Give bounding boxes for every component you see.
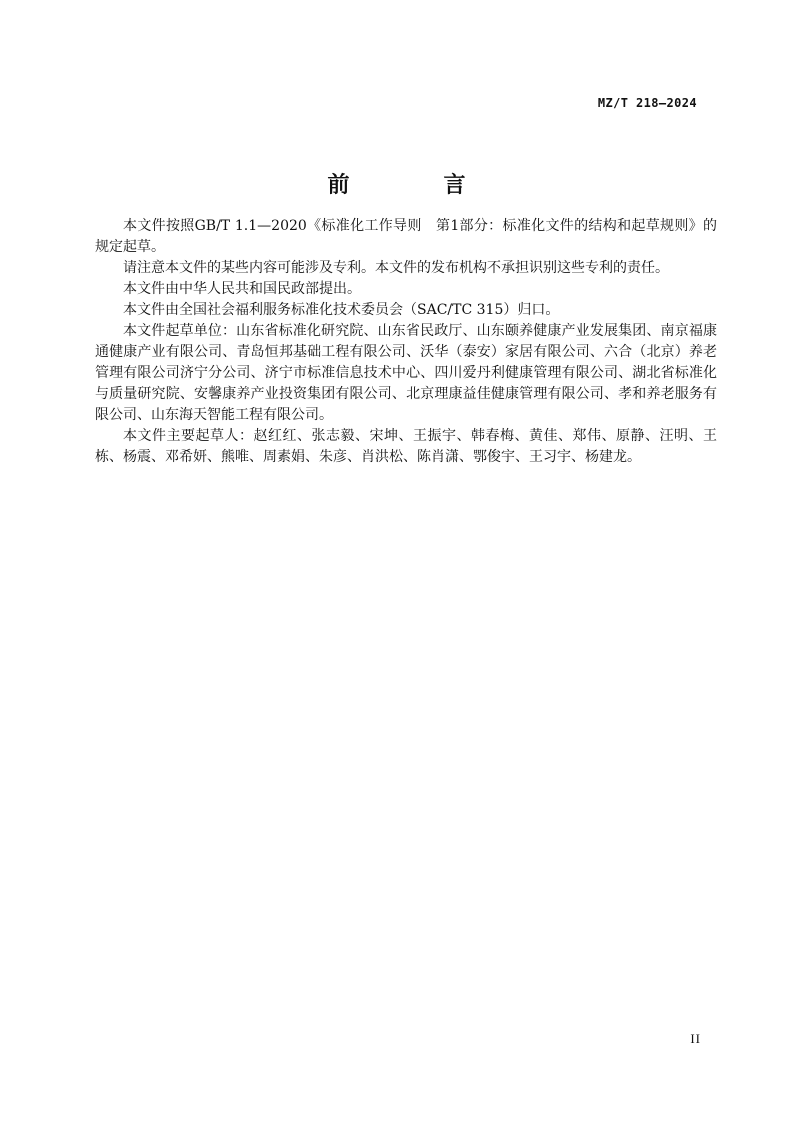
paragraph-patent-notice: 请注意本文件的某些内容可能涉及专利。本文件的发布机构不承担识别这些专利的责任。	[123, 260, 669, 276]
paragraph-main-drafters: 本文件主要起草人：赵红红、张志毅、宋坤、王振宇、韩春梅、黄佳、郑伟、原静、汪明、王栋、杨震、邓希妍、熊唯、周素娟、朱彦、肖洪松、陈肖潇、鄂俊宇、王习宇、杨建龙。	[95, 428, 717, 465]
standard-code: MZ/T 218—2024	[597, 96, 697, 110]
preface-body	[95, 216, 717, 468]
page-number: II	[690, 1031, 701, 1046]
page-title: 前 言	[327, 173, 502, 198]
paragraph-drafting-rules: 本文件按照GB/T 1.1—2020《标准化工作导则 第1部分：标准化文件的结构和起草规则》的规定起草。	[95, 218, 717, 255]
paragraph-under-jurisdiction: 本文件由全国社会福利服务标准化技术委员会（SAC/TC 315）归口。	[123, 302, 560, 318]
paragraph-drafting-units: 本文件起草单位：山东省标准化研究院、山东省民政厅、山东颐养健康产业发展集团、南京福康通健康产业有限公司、青岛恒邦基础工程有限公司、沃华（泰安）家居有限公司、六合（北京）养老管理有限公司济宁分公司、济宁市标准信息技术中心、四川爱丹利健康管理有限公司、湖北省标准化与质量研究院、安馨康养产业投资集团有限公司、北京理康益佳健康管理有限公司、孝和养老服务有限公司、山东海天智能工程有限公司。	[95, 323, 717, 423]
paragraph-proposed-by: 本文件由中华人民共和国民政部提出。	[123, 281, 361, 297]
